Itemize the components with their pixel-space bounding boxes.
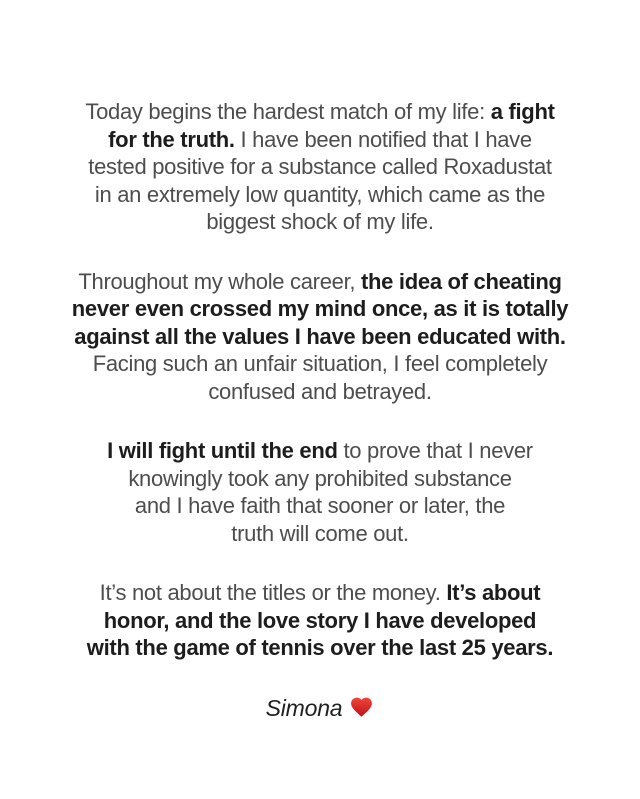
bold-text: never even crossed my mind once, as it is totally: [71, 296, 569, 321]
bold-text: a fight: [490, 99, 555, 124]
regular-text: Facing such an unfair situation, I feel completely: [92, 351, 548, 376]
regular-text: truth will come out.: [231, 520, 409, 546]
regular-text: confused and betrayed.: [208, 378, 432, 404]
regular-text: biggest shock of my life.: [206, 209, 434, 234]
statement-body: [40, 98, 600, 662]
regular-text: to prove that I never: [337, 438, 533, 463]
statement-paragraph: [40, 98, 600, 236]
bold-text: the idea of cheating: [361, 268, 562, 294]
red-heart-icon: [349, 696, 374, 719]
signature-name: Simona: [265, 694, 343, 721]
statement-paragraph: [40, 268, 600, 406]
statement-paragraph: [40, 437, 600, 547]
bold-text: I will fight until the end: [107, 438, 338, 463]
regular-text: in an extremely low quantity, which came as the: [94, 181, 546, 207]
bold-text: honor, and the love story I have developed: [103, 607, 537, 633]
bold-text: against all the values I have been educated with.: [74, 323, 566, 349]
regular-text: Today begins the hardest match of my life:: [85, 99, 491, 124]
regular-text: and I have faith that sooner or later, the: [134, 493, 506, 518]
statement-paragraph: [40, 579, 600, 662]
regular-text: knowingly took any prohibited substance: [128, 465, 512, 491]
bold-text: with the game of tennis over the last 25 years.: [86, 635, 554, 660]
regular-text: Throughout my whole career,: [78, 268, 362, 294]
regular-text: tested positive for a substance called Roxadustat: [88, 154, 552, 179]
regular-text: It’s not about the titles or the money.: [99, 580, 447, 605]
regular-text: I have been notified that I have: [240, 126, 532, 152]
bold-text: for the truth.: [108, 126, 241, 152]
signature: [40, 694, 600, 722]
bold-text: It’s about: [446, 580, 541, 605]
